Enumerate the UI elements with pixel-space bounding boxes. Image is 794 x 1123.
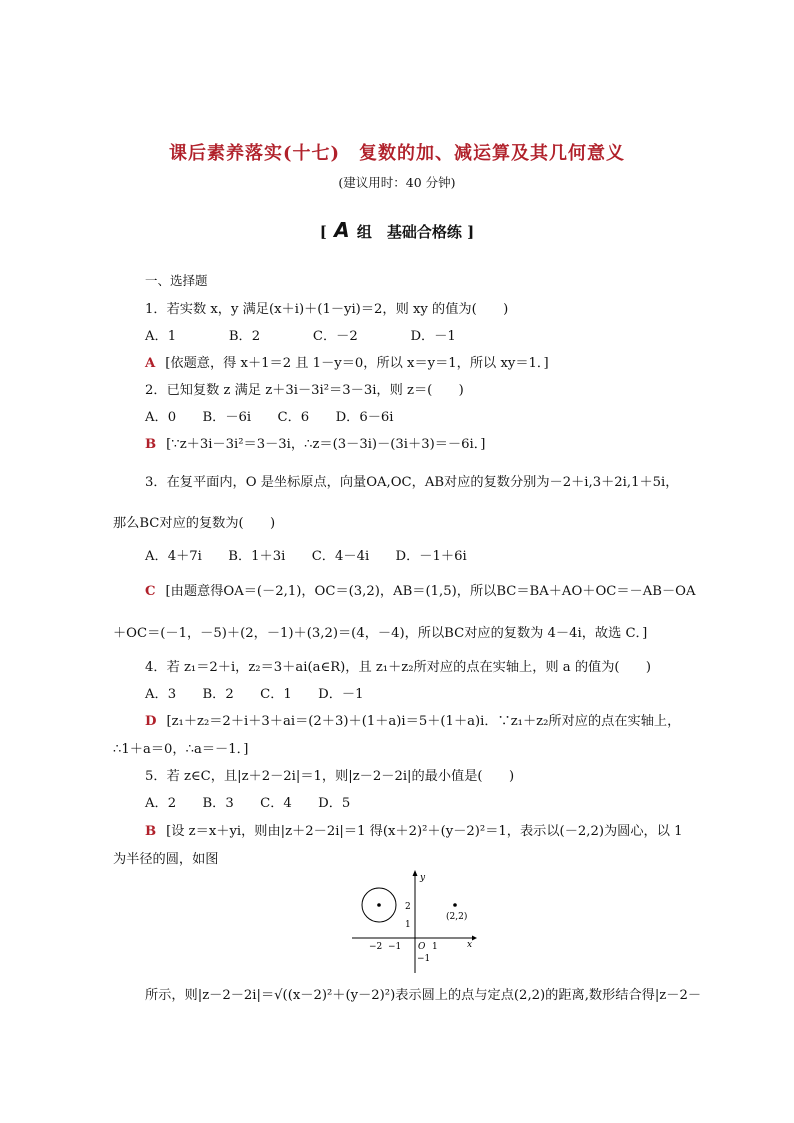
answer-letter: B (145, 437, 157, 452)
question-3-options: A．4＋7i B．1＋3i C．4－4i D．－1＋6i (145, 549, 467, 564)
group-bracket-open: [ (319, 223, 327, 241)
solution-text: [z₁＋z₂＝2＋i＋3＋ai＝(2＋3)＋(1＋a)i＝5＋(1＋a)i．∵z₁＋z₂所对应的点在实轴上， (166, 714, 681, 729)
answer-letter: B (145, 824, 157, 839)
section-heading: 一、选择题 (145, 273, 208, 288)
question-2-options: A．0 B．－6i C．6 D．6－6i (145, 410, 394, 425)
fixed-point (453, 903, 457, 907)
answer-letter: D (145, 714, 157, 729)
group-bracket-close: ] (467, 223, 475, 241)
x-tick-minus-2: −2 (369, 942, 383, 952)
question-5-stem: 5．若 z∈C，且|z＋2－2i|＝1，则|z－2－2i|的最小值是( ) (145, 769, 515, 784)
y-tick-minus-1: −1 (417, 954, 431, 964)
point-label: (2,2) (446, 912, 468, 922)
question-3-stem-line-2: 那么BC对应的复数为( ) (113, 516, 276, 531)
question-4-stem: 4．若 z₁＝2＋i，z₂＝3＋ai(a∈R)，且 z₁＋z₂所对应的点在实轴上，则 a 的值为( ) (145, 660, 652, 675)
question-5-solution-line-1 (145, 820, 683, 839)
question-1-stem: 1．若实数 x，y 满足(x＋i)＋(1－yi)＝2，则 xy 的值为( ) (145, 302, 509, 317)
question-4-options: A．3 B．2 C．1 D．－1 (145, 687, 364, 702)
question-5-solution-line-2: 为半径的圆，如图 (113, 852, 219, 867)
group-letter: A (334, 218, 350, 242)
question-1-solution (145, 352, 549, 371)
question-2-solution (145, 433, 485, 452)
question-5-solution-line-3: 所示，则|z－2－2i|＝√((x－2)²＋(y－2)²)表示圆上的点与定点(2,2)的距离,数形结合得|z－2－ (145, 988, 702, 1003)
y-axis-label: y (420, 873, 426, 883)
group-heading (0, 218, 794, 242)
circle-center-point (377, 903, 381, 907)
x-tick-minus-1: −1 (388, 942, 402, 952)
answer-letter: C (145, 584, 156, 599)
answer-letter: A (145, 356, 156, 371)
question-1-options: A．1 B．2 C．－2 D．－1 (145, 329, 456, 344)
suggested-time: (建议用时：40 分钟) (338, 175, 456, 190)
page-title: 课后素养落实(十七) 复数的加、减运算及其几何意义 (168, 143, 626, 164)
solution-text: [∵z＋3i－3i²＝3－3i，∴z＝(3－3i)－(3i＋3)＝－6i．] (166, 437, 486, 452)
solution-text: [依题意，得 x＋1＝2 且 1－y＝0，所以 x＝y＝1，所以 xy＝1．] (165, 356, 549, 371)
question-5-options: A．2 B．3 C．4 D．5 (145, 796, 351, 811)
x-axis-label: x (467, 940, 473, 950)
group-label: 组 基础合格练 (356, 223, 462, 241)
origin-label: O (418, 942, 426, 952)
question-4-solution-line-1 (145, 710, 680, 729)
question-3-stem-line-1: 3．在复平面内，O 是坐标原点，向量OA,OC，AB对应的复数分别为－2＋i,3＋2i,1＋5i， (145, 475, 679, 490)
y-axis-arrow (413, 870, 418, 876)
x-axis-arrow (472, 936, 477, 941)
x-tick-1: 1 (432, 942, 438, 952)
solution-text: [设 z＝x＋yi，则由|z＋2－2i|＝1 得(x＋2)²＋(y－2)²＝1，表示以(－2,2)为圆心，以 1 (166, 824, 683, 839)
solution-text: [由题意得OA＝(－2,1)，OC＝(3,2)，AB＝(1,5)，所以BC＝BA＋AO＋OC＝－AB－OA (165, 584, 696, 599)
question-3-solution-line-1 (145, 580, 695, 599)
question-4-solution-line-2: ∴1＋a＝0，∴a＝－1．] (113, 742, 249, 757)
question-2-stem: 2．已知复数 z 满足 z＋3i－3i²＝3－3i，则 z＝( ) (145, 383, 464, 398)
y-tick-1: 1 (405, 920, 411, 930)
y-tick-2: 2 (405, 902, 411, 912)
coordinate-figure (352, 870, 477, 975)
question-3-solution-line-2: ＋OC＝(－1，－5)＋(2，－1)＋(3,2)＝(4，－4)，所以BC对应的复数为 4－4i，故选 C．] (113, 626, 648, 641)
